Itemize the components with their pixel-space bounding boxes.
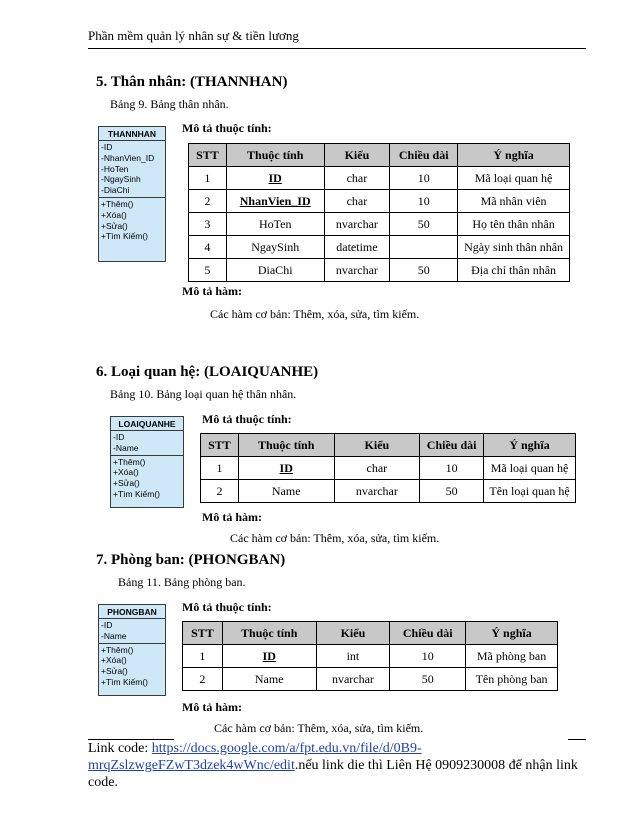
table-row bbox=[183, 668, 558, 691]
column-header: Thuộc tính bbox=[238, 434, 334, 457]
table-caption-phongban: Bảng 11. Bảng phòng ban. bbox=[118, 575, 246, 589]
footer-suffix: .nếu link die thì Liên Hệ 0909230008 để nhận link code. bbox=[88, 758, 578, 790]
column-header: Thuộc tính bbox=[222, 622, 316, 645]
table-cell: 50 bbox=[390, 668, 466, 691]
table-cell: Tên phòng ban bbox=[466, 668, 558, 691]
footer-prefix: Link code: bbox=[88, 741, 152, 756]
column-header: Thuộc tính bbox=[226, 144, 324, 167]
table-cell: 10 bbox=[390, 167, 458, 190]
table-cell: 10 bbox=[390, 645, 466, 668]
function-description-text: Các hàm cơ bản: Thêm, xóa, sửa, tìm kiếm. bbox=[214, 721, 424, 735]
section-heading-thannhan: 5. Thân nhân: (THANNHAN) bbox=[96, 74, 288, 90]
table-row bbox=[189, 167, 570, 190]
column-header: Kiểu bbox=[316, 622, 390, 645]
uml-attribute: -ID bbox=[101, 142, 113, 152]
table-cell: 4 bbox=[189, 236, 227, 259]
uml-methods bbox=[99, 197, 165, 243]
table-cell: 1 bbox=[201, 457, 239, 480]
uml-attribute: -NhanVien_ID bbox=[101, 152, 155, 163]
function-description-label: Mô tả hàm: bbox=[182, 284, 242, 298]
uml-attribute: -DiaChi bbox=[101, 185, 130, 196]
uml-attribute: -ID bbox=[101, 620, 113, 630]
uml-class-phongban bbox=[98, 604, 166, 696]
table-cell: Ngày sinh thân nhân bbox=[458, 236, 570, 259]
uml-method: +Thêm() bbox=[101, 198, 134, 209]
column-header: STT bbox=[189, 144, 227, 167]
attribute-description-label: Mô tả thuộc tính: bbox=[202, 412, 292, 426]
column-header: Chiều dài bbox=[420, 434, 484, 457]
table-cell: DiaChi bbox=[226, 259, 324, 282]
header-divider bbox=[88, 48, 586, 49]
section-heading-phongban: 7. Phòng ban: (PHONGBAN) bbox=[96, 552, 286, 568]
table-cell bbox=[390, 236, 458, 259]
uml-method: +Thêm() bbox=[101, 644, 134, 655]
uml-methods bbox=[111, 455, 183, 501]
table-row bbox=[201, 480, 576, 503]
table-cell: NgaySinh bbox=[226, 236, 324, 259]
table-header-row bbox=[183, 622, 558, 645]
table-cell: 1 bbox=[183, 645, 223, 668]
section-heading-loaiquanhe: 6. Loại quan hệ: (LOAIQUANHE) bbox=[96, 364, 319, 380]
uml-class-name: THANNHAN bbox=[99, 127, 165, 141]
uml-method: +Sửa() bbox=[101, 666, 128, 677]
table-cell: HoTen bbox=[226, 213, 324, 236]
uml-method: +Tìm Kiếm() bbox=[101, 231, 148, 242]
table-cell-key: ID bbox=[226, 167, 324, 190]
table-cell: Mã nhân viên bbox=[458, 190, 570, 213]
column-header: Ý nghĩa bbox=[458, 144, 570, 167]
table-cell-key: ID bbox=[222, 645, 316, 668]
uml-class-name: LOAIQUANHE bbox=[111, 417, 183, 431]
attribute-table-thannhan bbox=[188, 143, 570, 282]
table-cell: Name bbox=[238, 480, 334, 503]
uml-class-loaiquanhe bbox=[110, 416, 184, 508]
table-cell-key: NhanVien_ID bbox=[226, 190, 324, 213]
table-caption-loaiquanhe: Bảng 10. Bảng loại quan hệ thân nhân. bbox=[110, 387, 297, 401]
column-header: Ý nghĩa bbox=[484, 434, 576, 457]
table-cell: 50 bbox=[390, 213, 458, 236]
uml-method: +Sửa() bbox=[113, 478, 140, 489]
table-cell: 10 bbox=[390, 190, 458, 213]
column-header: Kiểu bbox=[324, 144, 390, 167]
table-cell: Mã loại quan hệ bbox=[458, 167, 570, 190]
function-description-text: Các hàm cơ bản: Thêm, xóa, sửa, tìm kiếm. bbox=[230, 531, 440, 545]
uml-methods bbox=[99, 643, 165, 689]
uml-attributes bbox=[99, 619, 165, 643]
table-cell: 10 bbox=[420, 457, 484, 480]
table-cell: Name bbox=[222, 668, 316, 691]
uml-method: +Tìm Kiếm() bbox=[101, 676, 148, 687]
table-cell: 50 bbox=[390, 259, 458, 282]
table-cell: 2 bbox=[183, 668, 223, 691]
table-cell: nvarchar bbox=[324, 259, 390, 282]
table-cell: nvarchar bbox=[324, 213, 390, 236]
table-row bbox=[189, 213, 570, 236]
uml-method: +Xóa() bbox=[101, 209, 127, 220]
table-cell: 5 bbox=[189, 259, 227, 282]
table-header-row bbox=[201, 434, 576, 457]
uml-attribute: -NgaySinh bbox=[101, 174, 141, 185]
uml-attribute: -Name bbox=[101, 630, 127, 641]
table-cell: nvarchar bbox=[334, 480, 420, 503]
table-cell: char bbox=[324, 167, 390, 190]
table-cell: Tên loại quan hệ bbox=[484, 480, 576, 503]
table-row bbox=[201, 457, 576, 480]
table-cell: Họ tên thân nhân bbox=[458, 213, 570, 236]
attribute-description-label: Mô tả thuộc tính: bbox=[182, 600, 272, 614]
table-row bbox=[183, 645, 558, 668]
uml-method: +Xóa() bbox=[101, 655, 127, 666]
table-cell: 3 bbox=[189, 213, 227, 236]
table-cell: char bbox=[324, 190, 390, 213]
function-description-label: Mô tả hàm: bbox=[182, 700, 242, 714]
table-row bbox=[189, 190, 570, 213]
table-cell-key: ID bbox=[238, 457, 334, 480]
uml-attributes bbox=[111, 431, 183, 455]
attribute-table-loaiquanhe bbox=[200, 433, 576, 503]
column-header: Chiều dài bbox=[390, 622, 466, 645]
footer-link-note bbox=[88, 740, 588, 791]
table-cell: int bbox=[316, 645, 390, 668]
attribute-description-label: Mô tả thuộc tính: bbox=[182, 121, 272, 135]
table-cell: 2 bbox=[189, 190, 227, 213]
table-cell: nvarchar bbox=[316, 668, 390, 691]
table-cell: 50 bbox=[420, 480, 484, 503]
table-header-row bbox=[189, 144, 570, 167]
column-header: Chiều dài bbox=[390, 144, 458, 167]
uml-attribute: -Name bbox=[113, 442, 139, 453]
table-row bbox=[189, 259, 570, 282]
uml-class-name: PHONGBAN bbox=[99, 605, 165, 619]
function-description-label: Mô tả hàm: bbox=[202, 510, 262, 524]
column-header: STT bbox=[183, 622, 223, 645]
table-cell: Mã loại quan hệ bbox=[484, 457, 576, 480]
column-header: Kiểu bbox=[334, 434, 420, 457]
code-link[interactable]: https://docs.google.com/a/fpt.edu.vn/file/d/0B9-mrqZslzwgeFZwT3dzek4wWnc/edit bbox=[88, 741, 422, 773]
table-row bbox=[189, 236, 570, 259]
uml-attributes bbox=[99, 141, 165, 197]
page-header: Phần mềm quản lý nhân sự & tiền lương bbox=[88, 28, 299, 43]
column-header: Ý nghĩa bbox=[466, 622, 558, 645]
table-cell: Mã phòng ban bbox=[466, 645, 558, 668]
function-description-text: Các hàm cơ bản: Thêm, xóa, sửa, tìm kiếm. bbox=[210, 307, 420, 321]
table-cell: 2 bbox=[201, 480, 239, 503]
table-cell: 1 bbox=[189, 167, 227, 190]
uml-method: +Sửa() bbox=[101, 220, 128, 231]
uml-attribute: -ID bbox=[113, 432, 125, 442]
uml-method: +Tìm Kiếm() bbox=[113, 488, 160, 499]
uml-method: +Xóa() bbox=[113, 467, 139, 478]
table-cell: datetime bbox=[324, 236, 390, 259]
uml-class-thannhan bbox=[98, 126, 166, 262]
table-cell: char bbox=[334, 457, 420, 480]
table-cell: Địa chỉ thân nhân bbox=[458, 259, 570, 282]
uml-attribute: -HoTen bbox=[101, 163, 129, 174]
column-header: STT bbox=[201, 434, 239, 457]
table-caption-thannhan: Bảng 9. Bảng thân nhân. bbox=[110, 97, 229, 111]
attribute-table-phongban bbox=[182, 621, 558, 691]
uml-method: +Thêm() bbox=[113, 456, 146, 467]
